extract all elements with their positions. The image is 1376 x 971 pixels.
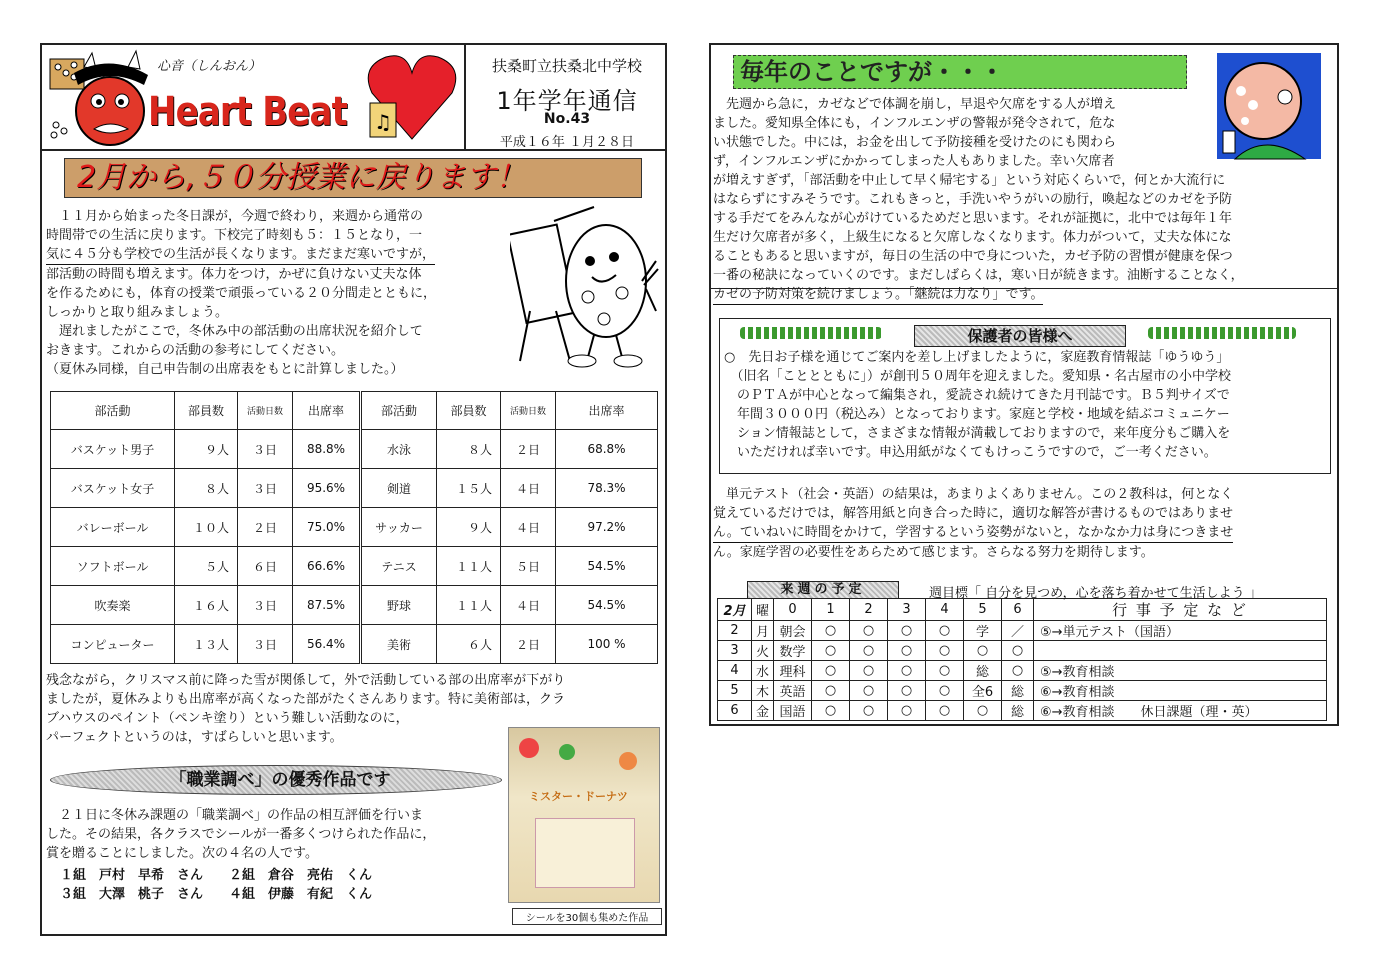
attendance-cell: １１人 bbox=[437, 586, 501, 625]
article2-body bbox=[46, 806, 506, 863]
article1-line: おきます。これからの活動の参考にしてください。 bbox=[46, 343, 344, 358]
attendance-cell: １６人 bbox=[175, 586, 238, 625]
attendance-cell: サッカー bbox=[361, 508, 437, 547]
attendance-cell: ３日 bbox=[238, 430, 293, 469]
schedule-cell: ○ bbox=[812, 641, 850, 661]
attendance-cell: 66.6% bbox=[293, 547, 361, 586]
svg-text:♫: ♫ bbox=[374, 110, 392, 134]
schedule-cell: ○ bbox=[964, 641, 1002, 661]
schedule-row bbox=[718, 701, 1327, 721]
attendance-cell: 56.4% bbox=[293, 625, 361, 664]
schedule-cell: ○ bbox=[850, 681, 888, 701]
schedule-cell: 月 bbox=[752, 621, 774, 641]
attendance-cell: ８人 bbox=[175, 469, 238, 508]
attendance-row bbox=[51, 586, 658, 625]
sched-header: 3 bbox=[888, 599, 926, 621]
newsletter-name: 1年学年通信 bbox=[496, 87, 638, 115]
masthead-logo-text: Heart Beat bbox=[148, 89, 347, 135]
article1-line: 気に４５分も学校での生活が長くなります。まだまだ寒いですが， bbox=[46, 245, 435, 265]
attendance-cell: ２日 bbox=[501, 625, 556, 664]
weekly-goal: 週目標「 自分を見つめ，心を落ち着かせて生活しよう 」 bbox=[929, 586, 1262, 601]
attendance-cell: 88.8% bbox=[293, 430, 361, 469]
schedule-cell: 3 bbox=[718, 641, 752, 661]
col-header: 出席率 bbox=[556, 392, 658, 430]
col-header: 活動日数 bbox=[501, 392, 556, 430]
notice-title: 保護者の皆様へ bbox=[914, 325, 1126, 347]
article3-line: い状態でした。中には，お金を出して予防接種を受けたのにも関わら bbox=[713, 135, 1117, 150]
sched-header: 6 bbox=[1002, 599, 1034, 621]
after-table-line: パーフェクトというのは，すばらしいと思います。 bbox=[46, 730, 343, 745]
schedule-cell: 総 bbox=[1002, 701, 1034, 721]
notice-line: （旧名「こととともに」）が創刊５０周年を迎えました。愛知県・名古屋市の小中学校 bbox=[724, 369, 1232, 384]
article3-line: 先週から急に，カゼなどで体調を崩し，早退や欠席をする人が増え bbox=[713, 97, 1117, 112]
oni-mask-icon bbox=[44, 45, 154, 149]
schedule-cell: ○ bbox=[812, 621, 850, 641]
issue-date: 平成１６年 １月２８日 bbox=[499, 135, 635, 150]
attendance-cell: ３日 bbox=[238, 625, 293, 664]
notice-line: ション情報誌として，さまざまな情報が満載しておりますので，来年度分もご購入を bbox=[724, 426, 1231, 441]
schedule-cell: ○ bbox=[926, 621, 964, 641]
attendance-cell: １０人 bbox=[175, 508, 238, 547]
attendance-cell: ６日 bbox=[238, 547, 293, 586]
article3-line: が増えすぎず，「部活動を中止して早く帰宅する」という対応くらいで，何とか大流行に bbox=[713, 173, 1226, 188]
article3-title: 毎年のことですが・・・ bbox=[733, 55, 1187, 89]
col-header: 部員数 bbox=[175, 392, 238, 430]
schedule-cell: ○ bbox=[1002, 641, 1034, 661]
schedule-cell: 英語 bbox=[774, 681, 812, 701]
schedule-title: 来週の予定 bbox=[747, 581, 899, 599]
article3-line: 生だけ欠席者が多く，上級生になると欠席しなくなります。体力がついて，丈夫な体にな bbox=[713, 230, 1232, 245]
attendance-cell: コンピューター bbox=[51, 625, 175, 664]
winners-list bbox=[60, 866, 500, 904]
sticker-dot bbox=[619, 752, 637, 770]
schedule-cell: 4 bbox=[718, 661, 752, 681]
article3-divider bbox=[711, 288, 1337, 289]
attendance-cell: 78.3% bbox=[556, 469, 658, 508]
article5-line: 覚えているだけでは，解答用紙と向き合った時に，適切な解答が書けるものではありませ bbox=[713, 506, 1234, 521]
attendance-row bbox=[51, 625, 658, 664]
attendance-cell: ４日 bbox=[501, 586, 556, 625]
schedule-cell: ⑤→教育相談 bbox=[1034, 661, 1327, 681]
schedule-row bbox=[718, 661, 1327, 681]
schedule-table bbox=[717, 598, 1327, 721]
winner-line: ３組 大澤 桃子 さん ４組 伊藤 有紀 くん bbox=[60, 887, 373, 902]
attendance-cell: ９人 bbox=[175, 430, 238, 469]
schedule-cell: ○ bbox=[888, 701, 926, 721]
schedule-cell: ⑤→単元テスト（国語） bbox=[1034, 621, 1327, 641]
attendance-cell: ４日 bbox=[501, 508, 556, 547]
article3-line: ず，インフルエンザにかかってしまった人もありました。幸い欠席者 bbox=[713, 154, 1115, 169]
schedule-cell bbox=[1034, 641, 1327, 661]
attendance-cell: 54.5% bbox=[556, 547, 658, 586]
issue-number: No.43 bbox=[543, 111, 591, 127]
sched-header: 2月 bbox=[718, 599, 752, 621]
schedule-cell: 6 bbox=[718, 701, 752, 721]
after-table-line: ブハウスのペイント（ペンキ塗り）という難しい活動なのに， bbox=[46, 711, 409, 726]
attendance-cell: ４日 bbox=[501, 469, 556, 508]
schedule-cell: ○ bbox=[812, 701, 850, 721]
attendance-header-row bbox=[51, 392, 658, 430]
col-header: 活動日数 bbox=[238, 392, 293, 430]
article3-body bbox=[713, 95, 1335, 305]
col-header: 部員数 bbox=[437, 392, 501, 430]
attendance-cell: バレーボール bbox=[51, 508, 175, 547]
attendance-cell: 68.8% bbox=[556, 430, 658, 469]
schedule-cell: 総 bbox=[1002, 681, 1034, 701]
schedule-cell: 火 bbox=[752, 641, 774, 661]
article5-line: ん。ていねいに時間をかけて，学習するという姿勢がないと，なかなか力は身につきませ bbox=[713, 523, 1233, 543]
schedule-cell: 朝会 bbox=[774, 621, 812, 641]
attendance-cell: １５人 bbox=[437, 469, 501, 508]
schedule-cell: 総 bbox=[964, 661, 1002, 681]
masthead-kana: 心音（しんおん） bbox=[157, 59, 262, 74]
poster-inner bbox=[535, 818, 635, 888]
schedule-row bbox=[718, 641, 1327, 661]
attendance-row bbox=[51, 547, 658, 586]
notice-deco-left bbox=[740, 327, 882, 339]
sched-header: 5 bbox=[964, 599, 1002, 621]
schedule-cell: ○ bbox=[812, 661, 850, 681]
notice-body bbox=[724, 348, 1330, 462]
schedule-cell: 木 bbox=[752, 681, 774, 701]
article2-line: ２１日に冬休み課題の「職業調べ」の作品の相互評価を行いま bbox=[46, 808, 424, 823]
attendance-cell: ６人 bbox=[437, 625, 501, 664]
schedule-cell: 全6 bbox=[964, 681, 1002, 701]
attendance-cell: 水泳 bbox=[361, 430, 437, 469]
article1-body bbox=[46, 207, 506, 379]
schedule-cell: ○ bbox=[888, 621, 926, 641]
poster-photo bbox=[508, 727, 660, 903]
palette-character-icon bbox=[510, 201, 660, 371]
schedule-cell: 数学 bbox=[774, 641, 812, 661]
schedule-cell: ○ bbox=[888, 641, 926, 661]
article1-line: （夏休み同様，自己申告制の出席表をもとに計算しました。） bbox=[46, 362, 404, 377]
sched-header: 行 事 予 定 な ど bbox=[1034, 599, 1327, 621]
attendance-cell: ８人 bbox=[437, 430, 501, 469]
schedule-cell: ○ bbox=[850, 621, 888, 641]
attendance-cell: ５人 bbox=[175, 547, 238, 586]
notice-line: いただければ幸いです。申込用紙がなくてもけっこうですので，ご一考ください。 bbox=[724, 445, 1217, 460]
sched-header: 0 bbox=[774, 599, 812, 621]
winner-line: １組 戸村 早希 さん ２組 倉谷 亮佑 くん bbox=[60, 868, 373, 883]
schedule-cell: ○ bbox=[926, 681, 964, 701]
article5-body bbox=[713, 485, 1335, 562]
schedule-cell: ○ bbox=[1002, 661, 1034, 681]
schedule-cell: ／ bbox=[1002, 621, 1034, 641]
article5-line: 単元テスト（社会・英語）の結果は，あまりよくありません。この２教科は，何となく bbox=[713, 487, 1234, 502]
attendance-cell: １３人 bbox=[175, 625, 238, 664]
schedule-cell: ○ bbox=[850, 701, 888, 721]
notice-line: 年間３０００円（税込み）となっております。家庭と学校・地域を結ぶコミュニケー bbox=[724, 407, 1230, 422]
schedule-cell: 水 bbox=[752, 661, 774, 681]
col-header: 部活動 bbox=[51, 392, 175, 430]
attendance-cell: ９人 bbox=[437, 508, 501, 547]
attendance-cell: １１人 bbox=[437, 547, 501, 586]
schedule-cell: 2 bbox=[718, 621, 752, 641]
article3-line: はならずにすみそうです。これもきっと，手洗いやうがいの励行，喚起などのカゼを予防 bbox=[713, 192, 1232, 207]
article2-line: した。その結果，各クラスでシールが一番多くつけられた作品に， bbox=[46, 827, 436, 842]
col-header: 出席率 bbox=[293, 392, 361, 430]
attendance-row bbox=[51, 469, 658, 508]
attendance-cell: 吹奏楽 bbox=[51, 586, 175, 625]
schedule-cell: ⑥→教育相談 休日課題（理・英） bbox=[1034, 701, 1327, 721]
schedule-cell: ○ bbox=[926, 661, 964, 681]
attendance-cell: ２日 bbox=[501, 430, 556, 469]
article1-line: 時間帯での生活に戻ります。下校完了時刻も５：１５となり，一 bbox=[46, 228, 422, 243]
logo-area bbox=[42, 45, 466, 151]
schedule-header-row bbox=[718, 599, 1327, 621]
schedule-cell: ○ bbox=[926, 701, 964, 721]
schedule-cell: ○ bbox=[888, 681, 926, 701]
sticker-dot bbox=[559, 744, 575, 760]
article1-line: を作るためにも，体育の授業で頑張っている２０分間走とともに， bbox=[46, 286, 437, 301]
school-name: 扶桑町立扶桑北中学校 bbox=[491, 57, 642, 75]
schedule-cell: 金 bbox=[752, 701, 774, 721]
attendance-table bbox=[50, 391, 658, 664]
left-page bbox=[40, 43, 667, 936]
poster-photo-text: ミスター・ドーナツ bbox=[529, 790, 628, 803]
article1-title: 2月から,５０分授業に戻ります！ bbox=[64, 158, 642, 198]
attendance-cell: 野球 bbox=[361, 586, 437, 625]
schedule-cell: ○ bbox=[850, 641, 888, 661]
schedule-cell: ○ bbox=[964, 701, 1002, 721]
sticker-dot bbox=[519, 738, 539, 758]
masthead bbox=[42, 45, 665, 151]
schedule-cell: ○ bbox=[812, 681, 850, 701]
schedule-cell: ⑥→教育相談 bbox=[1034, 681, 1327, 701]
heart-icon bbox=[362, 47, 462, 147]
notice-line: のＰＴＡが中心となって編集され，愛読され続けてきた月刊誌です。Ｂ５判サイズで bbox=[724, 388, 1230, 403]
right-page bbox=[709, 43, 1339, 726]
photo-caption: シールを30個も集めた作品 bbox=[512, 908, 662, 925]
article3-line: ることもあると思いますが，毎日の生活の中で身についた，カゼ予防の習慣が健康を保つ bbox=[713, 249, 1233, 264]
after-table-line: ましたが，夏休みよりも出席率が高くなった部がたくさんあります。特に美術部は，クラ bbox=[46, 692, 565, 707]
attendance-cell: 95.6% bbox=[293, 469, 361, 508]
after-table-line: 残念ながら，クリスマス前に降った雪が関係して，外で活動している部の出席率が下がり bbox=[46, 673, 566, 688]
attendance-cell: ５日 bbox=[501, 547, 556, 586]
sched-header: 1 bbox=[812, 599, 850, 621]
schedule-cell: 5 bbox=[718, 681, 752, 701]
article5-line: ん。家庭学習の必要性をあらためて感じます。さらなる努力を期待します。 bbox=[713, 545, 1154, 560]
attendance-cell: 54.5% bbox=[556, 586, 658, 625]
notice-deco-right bbox=[1148, 327, 1296, 339]
attendance-row bbox=[51, 508, 658, 547]
article3-line: カゼの予防対策を続けましょう。「継続は力なり」です。 bbox=[713, 285, 1043, 305]
schedule-cell: ○ bbox=[850, 661, 888, 681]
article3-line: ました。愛知県全体にも，インフルエンザの警報が発令されて，危な bbox=[713, 116, 1116, 131]
attendance-cell: 100 % bbox=[556, 625, 658, 664]
attendance-cell: 美術 bbox=[361, 625, 437, 664]
sched-header: 2 bbox=[850, 599, 888, 621]
article1-line: １１月から始まった冬日課が，今週で終わり，来週から通常の bbox=[46, 209, 424, 224]
schedule-cell: 国語 bbox=[774, 701, 812, 721]
article1-line: 部活動の時間も増えます。体力をつけ，かぜに負けない丈夫な体 bbox=[46, 267, 422, 282]
sched-header: 曜 bbox=[752, 599, 774, 621]
schedule-cell: ○ bbox=[926, 641, 964, 661]
attendance-row bbox=[51, 430, 658, 469]
attendance-cell: テニス bbox=[361, 547, 437, 586]
article2-line: 賞を贈ることにしました。次の４名の人です。 bbox=[46, 846, 318, 861]
attendance-cell: バスケット男子 bbox=[51, 430, 175, 469]
attendance-cell: ３日 bbox=[238, 586, 293, 625]
schedule-cell: ○ bbox=[888, 661, 926, 681]
article3-line: 一番の秘訣になっていくのです。まだしばらくは，寒い日が続きます。油断することなく， bbox=[713, 268, 1244, 283]
sched-header: 4 bbox=[926, 599, 964, 621]
col-header: 部活動 bbox=[361, 392, 437, 430]
notice-box bbox=[719, 318, 1331, 474]
attendance-cell: ２日 bbox=[238, 508, 293, 547]
article3-line: する手だてをみんなが心がけているためだと思います。それが証拠に，北中では毎年１年 bbox=[713, 211, 1232, 226]
notice-line: ○ 先日お子様を通じてご案内を差し上げましたように，家庭教育情報誌「ゆうゆう」 bbox=[724, 350, 1230, 365]
attendance-cell: ３日 bbox=[238, 469, 293, 508]
attendance-cell: 75.0% bbox=[293, 508, 361, 547]
article2-title: 「職業調べ」の優秀作品です bbox=[169, 770, 391, 790]
attendance-cell: ソフトボール bbox=[51, 547, 175, 586]
schedule-row bbox=[718, 681, 1327, 701]
attendance-cell: 剣道 bbox=[361, 469, 437, 508]
attendance-cell: バスケット女子 bbox=[51, 469, 175, 508]
article1-line: 遅れましたがここで，冬休み中の部活動の出席状況を紹介して bbox=[46, 324, 423, 339]
schedule-row bbox=[718, 621, 1327, 641]
schedule-cell: 理科 bbox=[774, 661, 812, 681]
attendance-cell: 87.5% bbox=[293, 586, 361, 625]
schedule-cell: 学 bbox=[964, 621, 1002, 641]
article1-line: しっかりと取り組みましょう。 bbox=[46, 305, 229, 320]
attendance-cell: 97.2% bbox=[556, 508, 658, 547]
